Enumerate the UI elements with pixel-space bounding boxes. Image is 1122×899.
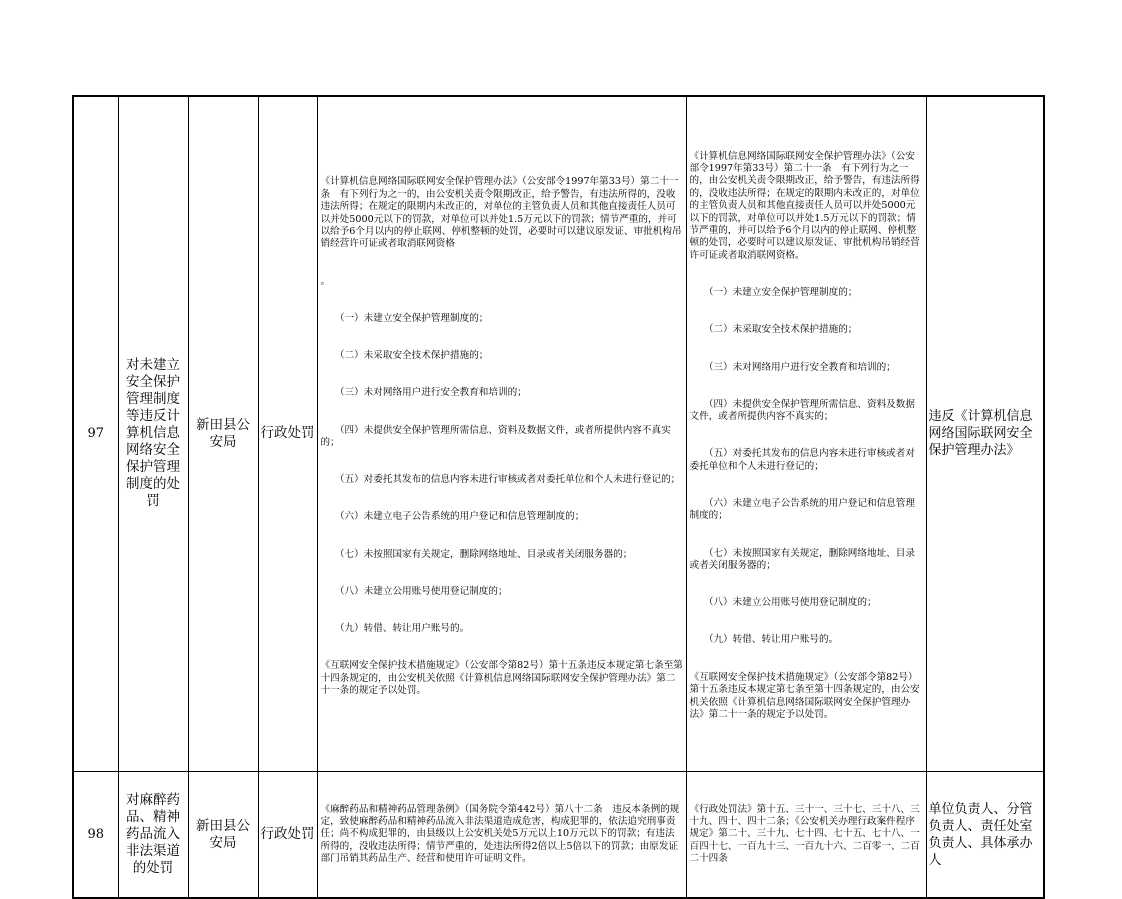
text-line: 《计算机信息网络国际联网安全保护管理办法》（公安部令1997年第33号）第二十一条 有下列行为之一的，由公安机关责令限期改正，给予警告，有违法所得的，没收违法所得；在规定的限期内未改正的，对单位的主管负责人员和其他直接责任人员可以并处5000元以下的罚款，对单位可以并处1.5万元以下的罚款；情节严重的，并可以给予6个月以内的停止联网、停机整顿的处罚，必要时可以建议原发证、审批机构吊销经营许可证或者取消联网资格 [320,176,682,250]
text-line: 。 [320,275,331,287]
text-line: （二）未采取安全技术保护措施的； [689,324,858,336]
text-line: （五）对委托其发布的信息内容未进行审核或者对委托单位和个人未进行登记的； [689,448,915,472]
text-line: （四）未提供安全保护管理所需信息、资料及数据文件，或者所提供内容不真实的； [320,424,671,448]
text-line: （四）未提供安全保护管理所需信息、资料及数据文件，或者所提供内容不真实的； [689,398,915,423]
text-line: （三）未对网络用户进行安全教育和培训的； [689,361,896,373]
text-line: （一）未建立安全保护管理制度的； [689,287,858,299]
text-line: 《行政处罚法》第十五、三十一、三十七、三十八、三十九、四十、四十二条；《公安机关办理行政案件程序规定》第二十、三十九、七十四、七十五、七十八、一百四十七、一百九十三、一百九十六、二百零一、二百二十四条 [689,803,920,865]
text-line: （七）未按照国家有关规定，删除网络地址、目录或者关闭服务器的； [689,547,915,572]
department: 新田县公安局 [188,96,258,771]
row-number: 98 [73,771,118,898]
text-line: （八）未建立公用账号使用登记制度的； [689,597,877,609]
text-line: （五）对委托其发布的信息内容未进行审核或者对委托单位和个人未进行登记的； [320,474,681,486]
item-type: 行政处罚 [258,96,317,771]
item-name: 对未建立安全保护管理制度等违反计算机信息网络安全保护管理制度的处罚 [118,96,188,771]
basis-text [686,771,926,898]
text-line: （三）未对网络用户进行安全教育和培训的； [320,387,527,399]
basis-lines [690,122,924,746]
text-line: （八）未建立公用账号使用登记制度的； [320,585,508,597]
table-row [73,96,1044,771]
penalty-table [72,95,1045,899]
responsible-party: 违反《计算机信息网络国际联网安全保护管理办法》 [926,96,1044,771]
text-line: （九）转借、转让用户账号的。 [689,634,839,646]
text-line: 《互联网安全保护技术措施规定》（公安部令第82号）第十五条违反本规定第七条至第十四条规定的，由公安机关依照《计算机信息网络国际联网安全保护管理办法》第二十一条的规定予以处罚。 [320,660,683,697]
text-line: （六）未建立电子公告系统的用户登记和信息管理制度的； [320,511,585,523]
text-line: 《计算机信息网络国际联网安全保护管理办法》（公安部令1997年第33号）第二十一条 有下列行为之一的，由公安机关责令限期改正，给予警告，有违法所得的，没收违法所得；在规定的限期内未改正的，对单位的主管负责人员和其他直接责任人员可以并处5000元以下的罚款，对单位可以并处1.5万元以下的罚款；情节严重的，并可以给予6个月以内的停止联网、停机整顿的处罚，必要时可以建议原发证、审批机构吊销经营许可证或者取消联网资格。 [689,150,920,261]
standard-text [317,771,686,898]
table-row [73,771,1044,898]
basis-text [686,96,926,771]
text-line: （一）未建立安全保护管理制度的； [320,312,489,324]
department: 新田县公安局 [188,771,258,898]
item-name: 对麻醉药品、精神药品流入非法渠道的处罚 [118,771,188,898]
text-line: （二）未采取安全技术保护措施的； [320,350,489,362]
text-line: （七）未按照国家有关规定，删除网络地址、目录或者关闭服务器的； [320,548,633,560]
text-line: 《互联网安全保护技术措施规定》（公安部令第82号）第十五条违反本规定第七条至第十四条规定的，由公安机关依照《计算机信息网络国际联网安全保护管理办法》第二十一条的规定予以处罚。 [689,671,920,720]
standard-lines [321,146,684,723]
text-line: （九）转借、转让用户账号的。 [320,623,470,635]
text-line: 《麻醉药品和精神药品管理条例》（国务院令第442号）第八十二条 违反本条例的规定，致使麻醉药品和精神药品流入非法渠道造成危害，构成犯罪的，依法追究刑事责任；尚不构成犯罪的，由县级以上公安机关处5万元以上10万元以下的罚款；有违法所得的，没收违法所得；情节严重的，处违法所得2倍以上5倍以下的罚款；由原发证部门吊销其药品生产、经营和使用许可证明文件。 [320,803,680,865]
item-type: 行政处罚 [258,771,317,898]
standard-text [317,96,686,771]
text-line: （六）未建立电子公告系统的用户登记和信息管理制度的； [689,498,915,522]
responsible-party: 单位负责人、分管负责人、责任处室负责人、具体承办人 [926,771,1044,898]
row-number: 97 [73,96,118,771]
